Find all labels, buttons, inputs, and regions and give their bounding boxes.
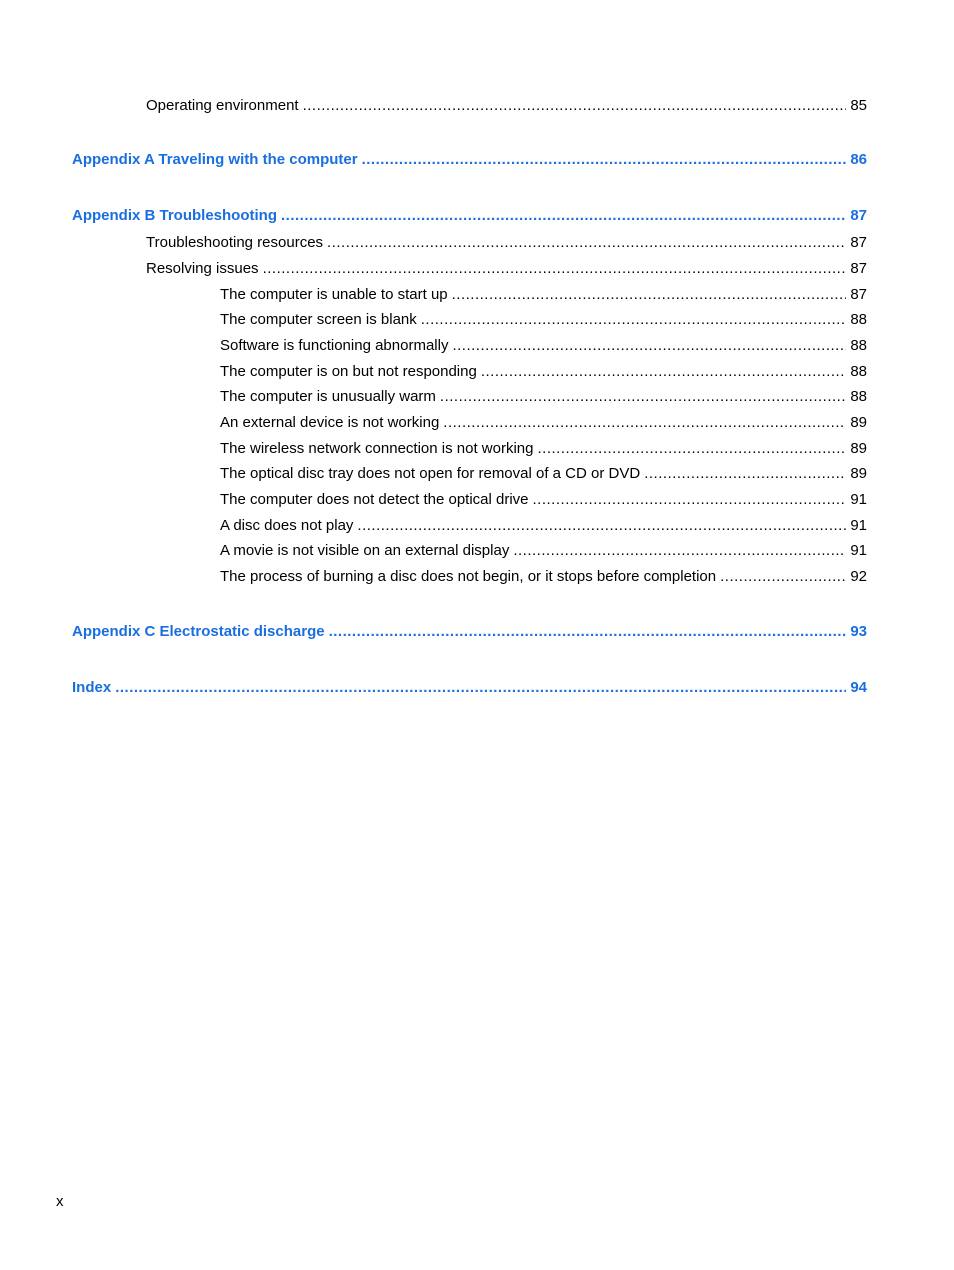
toc-entry-page: 93	[850, 623, 867, 640]
toc-entry-page: 94	[850, 679, 867, 696]
toc-leader-dots	[720, 567, 846, 587]
toc-entry-title: The optical disc tray does not open for removal of a CD or DVD	[220, 465, 641, 482]
toc-entry-movie-not-visible[interactable]	[220, 541, 867, 561]
toc-leader-dots	[513, 541, 846, 561]
toc-entry-title: The process of burning a disc does not begin, or it stops before completion	[220, 568, 717, 585]
toc-leader-dots	[644, 464, 846, 484]
toc-entry-title: The computer is on but not responding	[220, 363, 477, 380]
toc-entry-appendix-b[interactable]	[72, 206, 867, 226]
toc-entry-page: 85	[850, 97, 867, 114]
toc-entry-title: Index	[72, 679, 112, 696]
toc-entry-external-device[interactable]	[220, 413, 867, 433]
toc-entry-title: An external device is not working	[220, 414, 440, 431]
toc-leader-dots	[329, 622, 847, 642]
toc-entry-operating-environment[interactable]	[146, 96, 867, 116]
toc-entry-unusually-warm[interactable]	[220, 387, 867, 407]
toc-leader-dots	[421, 310, 847, 330]
toc-entry-page: 91	[850, 542, 867, 559]
toc-leader-dots	[440, 387, 846, 407]
toc-entry-disc-tray[interactable]	[220, 464, 867, 484]
toc-entry-troubleshooting-resources[interactable]	[146, 233, 867, 253]
toc-entry-burning-disc[interactable]	[220, 567, 867, 587]
toc-entry-title: The computer is unusually warm	[220, 388, 436, 405]
toc-entry-page: 92	[850, 568, 867, 585]
toc-entry-appendix-a[interactable]	[72, 150, 867, 170]
toc-entry-page: 88	[850, 311, 867, 328]
toc-entry-page: 88	[850, 337, 867, 354]
toc-entry-title: Appendix A Traveling with the computer	[72, 151, 358, 168]
footer-page-number: x	[56, 1193, 64, 1210]
toc-entry-title: Software is functioning abnormally	[220, 337, 449, 354]
toc-leader-dots	[281, 206, 846, 226]
toc-entry-page: 87	[850, 207, 867, 224]
toc-entry-screen-blank[interactable]	[220, 310, 867, 330]
toc-entry-page: 91	[850, 517, 867, 534]
toc-entry-page: 86	[850, 151, 867, 168]
toc-entry-title: Resolving issues	[146, 260, 259, 277]
toc-leader-dots	[481, 362, 846, 382]
toc-entry-title: A disc does not play	[220, 517, 354, 534]
toc-entry-title: Operating environment	[146, 97, 299, 114]
toc-entry-disc-not-play[interactable]	[220, 516, 867, 536]
toc-entry-page: 89	[850, 465, 867, 482]
toc-entry-optical-drive[interactable]	[220, 490, 867, 510]
toc-entry-page: 88	[850, 363, 867, 380]
toc-leader-dots	[362, 150, 847, 170]
toc-entry-page: 91	[850, 491, 867, 508]
toc-leader-dots	[263, 259, 847, 279]
toc-entry-title: Appendix C Electrostatic discharge	[72, 623, 325, 640]
toc-entry-software-abnormal[interactable]	[220, 336, 867, 356]
toc-entry-page: 87	[850, 286, 867, 303]
toc-leader-dots	[533, 490, 847, 510]
toc-leader-dots	[327, 233, 846, 253]
toc-entry-title: The computer is unable to start up	[220, 286, 448, 303]
toc-leader-dots	[357, 516, 846, 536]
toc-leader-dots	[303, 96, 847, 116]
toc-entry-title: The computer does not detect the optical drive	[220, 491, 529, 508]
toc-leader-dots	[537, 439, 846, 459]
toc-entry-title: Appendix B Troubleshooting	[72, 207, 277, 224]
toc-entry-title: Troubleshooting resources	[146, 234, 324, 251]
toc-entry-wireless-network[interactable]	[220, 439, 867, 459]
toc-leader-dots	[115, 678, 846, 698]
toc-entry-appendix-c[interactable]	[72, 622, 867, 642]
toc-entry-index[interactable]	[72, 678, 867, 698]
toc-leader-dots	[443, 413, 846, 433]
toc-leader-dots	[452, 285, 847, 305]
toc-entry-title: The computer screen is blank	[220, 311, 417, 328]
toc-entry-page: 87	[850, 234, 867, 251]
toc-entry-unable-to-start[interactable]	[220, 285, 867, 305]
toc-entry-page: 87	[850, 260, 867, 277]
toc-entry-page: 89	[850, 440, 867, 457]
toc-entry-not-responding[interactable]	[220, 362, 867, 382]
toc-entry-page: 88	[850, 388, 867, 405]
toc-entry-page: 89	[850, 414, 867, 431]
toc-entry-resolving-issues[interactable]	[146, 259, 867, 279]
toc-entry-title: The wireless network connection is not working	[220, 440, 534, 457]
toc-leader-dots	[452, 336, 846, 356]
toc-entry-title: A movie is not visible on an external display	[220, 542, 510, 559]
